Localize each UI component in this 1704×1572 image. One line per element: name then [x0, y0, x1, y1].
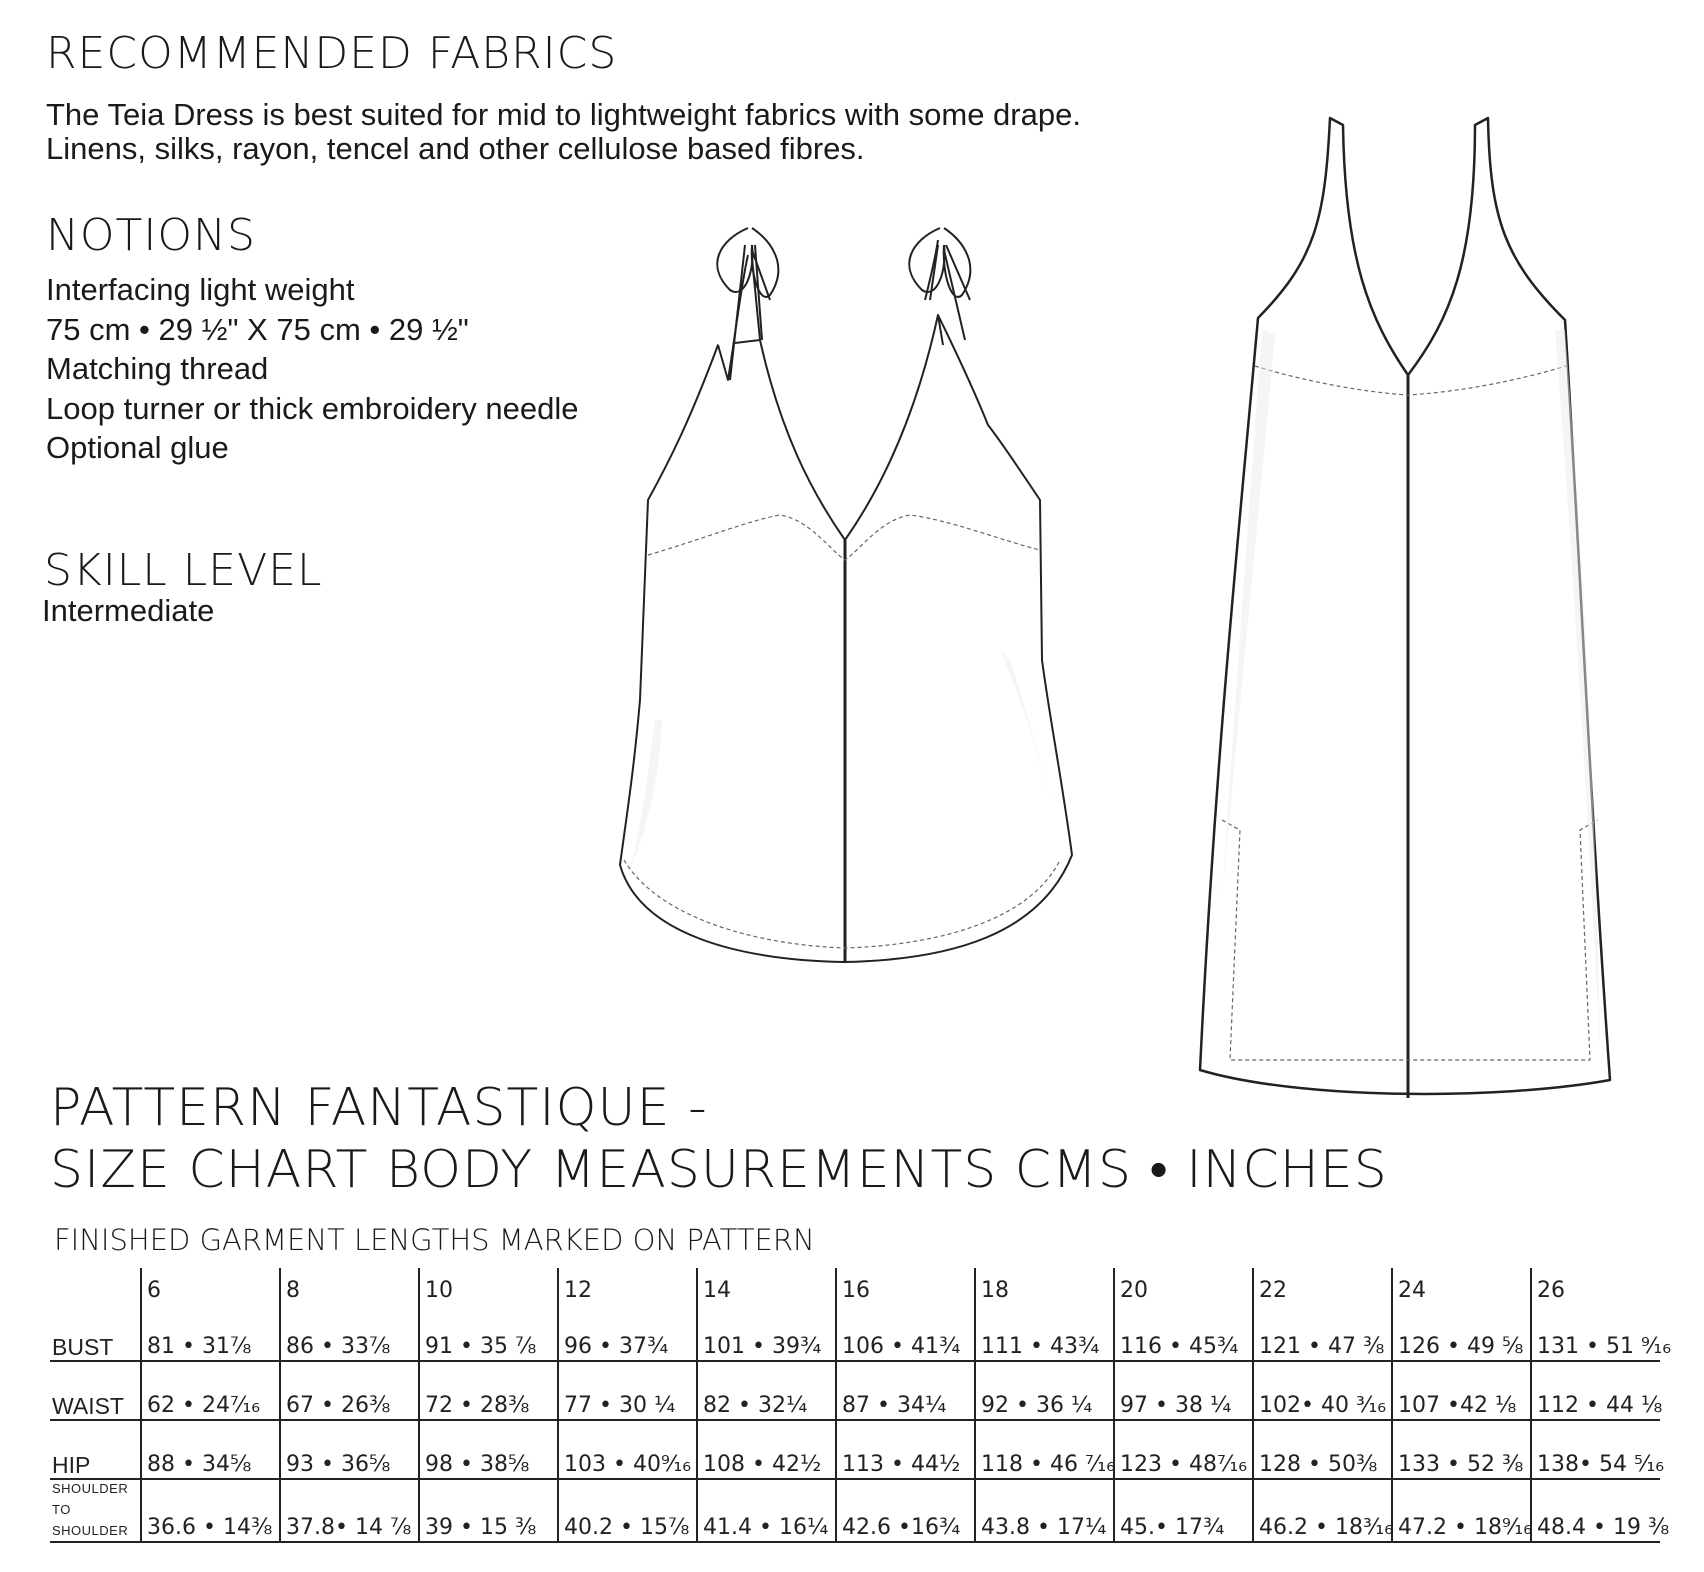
hip-value: 103 • 40⁹⁄₁₆	[564, 1452, 692, 1477]
shoulder-value: 36.6 • 14⅜	[147, 1515, 273, 1540]
waist-value: 77 • 30 ¼	[564, 1393, 676, 1418]
shoulder-value: 45.• 17¾	[1120, 1515, 1225, 1540]
row-label-shoulder-to-shoulder	[52, 1478, 128, 1541]
skill-level-value: Intermediate	[42, 593, 215, 628]
size-header: 10	[425, 1278, 453, 1303]
row-label-line: SHOULDER	[52, 1481, 129, 1496]
shoulder-value: 42.6 •16¾	[842, 1515, 961, 1540]
shoulder-value: 48.4 • 19 ⅜	[1537, 1515, 1670, 1540]
fabrics-line: Linens, silks, rayon, tencel and other cellulose based fibres.	[46, 131, 865, 166]
waist-value: 67 • 26⅜	[286, 1393, 391, 1418]
waist-value: 102• 40 ³⁄₁₆	[1259, 1393, 1387, 1418]
row-divider	[50, 1419, 1660, 1421]
hip-value: 93 • 36⅝	[286, 1452, 391, 1477]
notions-item: Matching thread	[46, 351, 269, 386]
column-divider	[1252, 1268, 1254, 1543]
hip-value: 138• 54 ⁵⁄₁₆	[1537, 1452, 1665, 1477]
column-divider	[696, 1268, 698, 1543]
column-divider	[418, 1268, 420, 1543]
size-header: 16	[842, 1278, 870, 1303]
column-divider	[557, 1268, 559, 1543]
dress-illustration	[1190, 110, 1630, 1110]
top-garment-illustration	[600, 215, 1100, 985]
shoulder-value: 46.2 • 18³⁄₁₆	[1259, 1515, 1394, 1540]
column-divider	[1391, 1268, 1393, 1543]
column-divider	[835, 1268, 837, 1543]
bust-value: 81 • 31⅞	[147, 1334, 252, 1359]
size-chart-subtitle: FINISHED GARMENT LENGTHS MARKED ON PATTERN	[54, 1223, 815, 1257]
size-header: 24	[1398, 1278, 1426, 1303]
hip-value: 108 • 42½	[703, 1452, 822, 1477]
bust-value: 126 • 49 ⅝	[1398, 1334, 1524, 1359]
size-header: 26	[1537, 1278, 1565, 1303]
waist-value: 97 • 38 ¼	[1120, 1393, 1232, 1418]
shoulder-value: 39 • 15 ⅜	[425, 1515, 537, 1540]
size-header: 8	[286, 1278, 300, 1303]
bust-value: 111 • 43¾	[981, 1334, 1100, 1359]
fabrics-line: The Teia Dress is best suited for mid to lightweight fabrics with some drape.	[46, 97, 1081, 132]
size-chart-table	[50, 1268, 1672, 1543]
row-divider	[50, 1478, 1660, 1480]
size-header: 20	[1120, 1278, 1148, 1303]
hip-value: 118 • 46 ⁷⁄₁₆	[981, 1452, 1116, 1477]
notions-item: Optional glue	[46, 430, 229, 465]
hip-value: 98 • 38⅝	[425, 1452, 530, 1477]
bust-value: 116 • 45¾	[1120, 1334, 1239, 1359]
hip-value: 113 • 44½	[842, 1452, 961, 1477]
waist-value: 82 • 32¼	[703, 1393, 808, 1418]
notions-item: Loop turner or thick embroidery needle	[46, 390, 579, 426]
size-header: 14	[703, 1278, 731, 1303]
shoulder-value: 40.2 • 15⅞	[564, 1515, 690, 1540]
bust-value: 101 • 39¾	[703, 1334, 822, 1359]
bust-value: 106 • 41¾	[842, 1334, 961, 1359]
shoulder-value: 41.4 • 16¼	[703, 1515, 829, 1540]
column-divider	[140, 1268, 142, 1543]
bust-value: 131 • 51 ⁹⁄₁₆	[1537, 1334, 1672, 1359]
waist-value: 87 • 34¼	[842, 1393, 947, 1418]
column-divider	[974, 1268, 976, 1543]
row-label-hip: HIP	[52, 1452, 91, 1478]
shoulder-value: 37.8• 14 ⅞	[286, 1515, 412, 1540]
row-divider	[50, 1541, 1660, 1543]
waist-value: 107 •42 ⅛	[1398, 1393, 1517, 1418]
column-divider	[1530, 1268, 1532, 1543]
size-header: 18	[981, 1278, 1009, 1303]
waist-value: 62 • 24⁷⁄₁₆	[147, 1393, 261, 1418]
row-label-line: SHOULDER	[52, 1523, 129, 1538]
hip-value: 133 • 52 ⅜	[1398, 1452, 1524, 1477]
row-divider	[50, 1360, 1660, 1362]
recommended-fabrics-text	[46, 98, 1081, 166]
recommended-fabrics-heading: RECOMMENDED FABRICS	[46, 28, 618, 79]
shoulder-value: 47.2 • 18⁹⁄₁₆	[1398, 1515, 1533, 1540]
hip-value: 88 • 34⅝	[147, 1452, 252, 1477]
row-label-line: TO	[52, 1502, 71, 1517]
size-header: 12	[564, 1278, 592, 1303]
column-divider	[1113, 1268, 1115, 1543]
hip-value: 123 • 48⁷⁄₁₆	[1120, 1452, 1248, 1477]
size-chart-title: PATTERN FANTASTIQUE -	[50, 1078, 708, 1138]
bust-value: 91 • 35 ⅞	[425, 1334, 537, 1359]
bust-value: 86 • 33⅞	[286, 1334, 391, 1359]
row-label-bust: BUST	[52, 1334, 114, 1360]
notions-heading: NOTIONS	[46, 210, 256, 261]
hip-value: 128 • 50⅜	[1259, 1452, 1378, 1477]
size-header: 22	[1259, 1278, 1287, 1303]
skill-level-heading: SKILL LEVEL	[44, 545, 323, 596]
waist-value: 112 • 44 ⅛	[1537, 1393, 1663, 1418]
row-label-waist: WAIST	[52, 1393, 124, 1419]
column-divider	[279, 1268, 281, 1543]
shoulder-value: 43.8 • 17¼	[981, 1515, 1107, 1540]
waist-value: 72 • 28⅜	[425, 1393, 530, 1418]
notions-item: 75 cm • 29 ½" X 75 cm • 29 ½"	[46, 311, 469, 347]
bust-value: 96 • 37¾	[564, 1334, 669, 1359]
size-chart-title-line2: SIZE CHART BODY MEASUREMENTS CMS • INCHES	[50, 1140, 1388, 1200]
notions-list	[46, 270, 578, 468]
waist-value: 92 • 36 ¼	[981, 1393, 1093, 1418]
notions-item: Interfacing light weight	[46, 272, 355, 307]
bust-value: 121 • 47 ⅜	[1259, 1334, 1385, 1359]
size-header: 6	[147, 1278, 161, 1303]
